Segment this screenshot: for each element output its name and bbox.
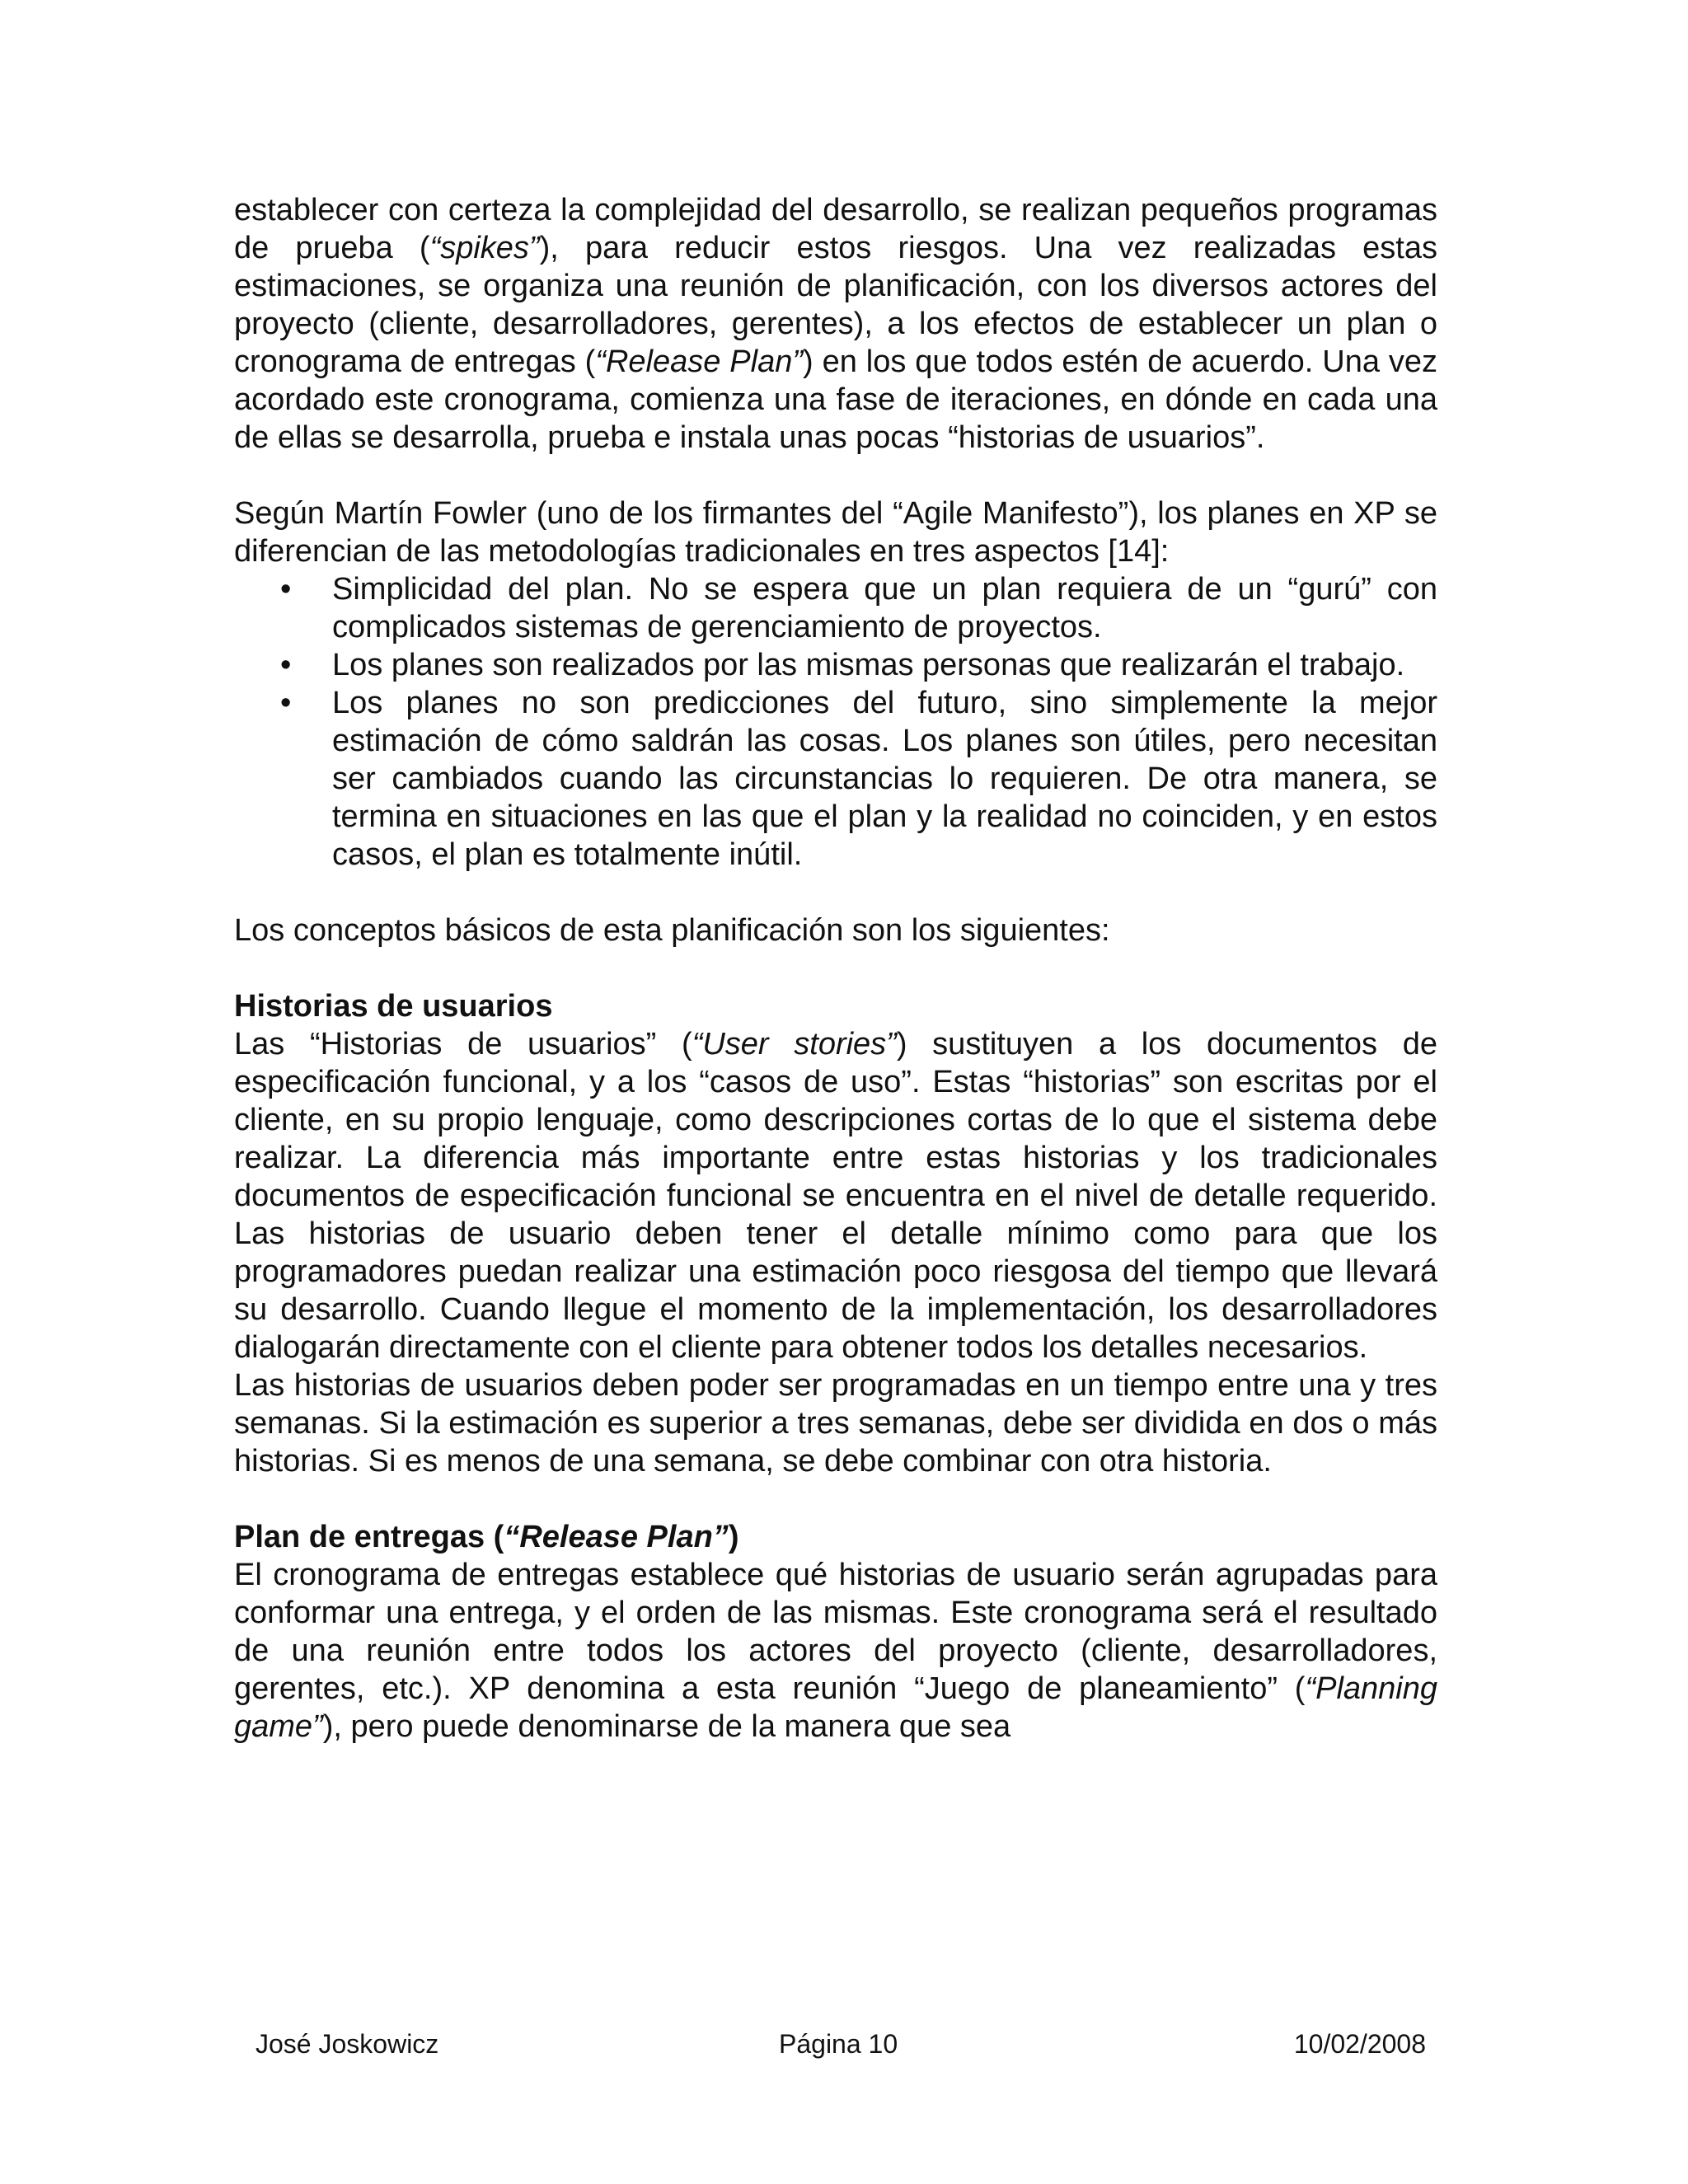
text-run: ), para reducir estos riesgos. Una vez realizadas estas estimaciones, se organiza una reunión de planificación, con los diversos actores del proyecto (cliente, desarrolladores, gerentes), a los efectos de establecer un plan o cronograma de entregas (	[234, 231, 1437, 379]
paragraph-gap	[234, 874, 1437, 912]
bullet-icon: •	[280, 572, 292, 607]
list-item	[234, 684, 1437, 874]
text-run: Plan de entregas (	[234, 1520, 504, 1554]
list-item-text: Los planes no son predicciones del futuro, sino simplemente la mejor estimación de cómo saldrán las cosas. Los planes son útiles, pero necesitan ser cambiados cuando las circunstancias lo requieren. De otra manera, se termina en situaciones en las que el plan y la realidad no coinciden, y en estos casos, el plan es totalmente inútil.	[332, 686, 1437, 872]
italic-term-release-plan: “Release Plan”	[504, 1520, 729, 1554]
paragraph-basic-concepts: Los conceptos básicos de esta planificación son los siguientes:	[234, 913, 1110, 948]
list-item-text: Los planes son realizados por las mismas personas que realizarán el trabajo.	[332, 648, 1405, 682]
document-body	[234, 191, 1437, 1746]
italic-term-spikes: “spikes”	[429, 231, 540, 265]
italic-term-release-plan: “Release Plan”	[595, 344, 804, 379]
text-run: establecer con certeza la complejidad del desarrollo, se realizan pequeños programas de prueba (	[234, 193, 1437, 265]
text-run: El cronograma de entregas establece qué historias de usuario serán agrupadas para conformar una entrega, y el orden de las mismas. Este cronograma será el resultado de una reunión entre todos los actores del proyecto (cliente, desarrolladores, gerentes, etc.). XP denomina a esta reunión “Juego de planeamiento” (	[234, 1558, 1437, 1706]
text-run: Las “Historias de usuarios” (	[234, 1027, 692, 1062]
paragraph-user-stories	[234, 1025, 1437, 1366]
text-run: ), pero puede denominarse de la manera que sea	[322, 1709, 1011, 1744]
paragraph-gap	[234, 949, 1437, 987]
paragraph-estimation	[234, 191, 1437, 457]
bullet-icon: •	[280, 686, 292, 720]
text-run: ) sustituyen a los documentos de especificación funcional, y a los “casos de uso”. Estas “historias” son escritas por el cliente, en su propio lenguaje, como descripciones cortas de lo que el sistema debe realizar. La diferencia más importante entre estas historias y los tradicionales documentos de especificación funcional se encuentra en el nivel de detalle requerido. Las historias de usuario deben tener el detalle mínimo como para que los programadores puedan realizar una estimación poco riesgosa del tiempo que llevará su desarrollo. Cuando llegue el momento de la implementación, los desarrolladores dialogarán directamente con el cliente para obtener todos los detalles necesarios.	[234, 1027, 1438, 1365]
list-item	[234, 646, 1437, 684]
footer-page-number: Página 10	[779, 2029, 898, 2059]
italic-term-user-stories: “User stories”	[692, 1027, 897, 1062]
bullet-list-plan-aspects	[234, 570, 1437, 874]
footer-date: 10/02/2008	[1293, 2029, 1426, 2059]
section-heading-user-stories: Historias de usuarios	[234, 989, 553, 1024]
paragraph-gap	[234, 1480, 1437, 1518]
bullet-icon: •	[280, 648, 292, 682]
paragraph-fowler: Según Martín Fowler (uno de los firmantes del “Agile Manifesto”), los planes en XP se diferencian de las metodologías tradicionales en tres aspectos [14]:	[234, 496, 1437, 569]
italic-term-planning-game: “Planning game”	[234, 1671, 1437, 1744]
list-item	[234, 570, 1437, 646]
paragraph-user-stories-duration: Las historias de usuarios deben poder ser programadas en un tiempo entre una y tres semanas. Si la estimación es superior a tres semanas, debe ser dividida en dos o más historias. Si es menos de una semana, se debe combinar con otra historia.	[234, 1368, 1437, 1479]
paragraph-release-plan	[234, 1556, 1437, 1746]
text-run: )	[728, 1520, 739, 1554]
text-run: ) en los que todos estén de acuerdo. Una vez acordado este cronograma, comienza una fase de iteraciones, en dónde en cada una de ellas se desarrolla, prueba e instala unas pocas “historias de usuarios”.	[234, 344, 1438, 455]
section-heading-release-plan	[234, 1518, 1437, 1556]
paragraph-gap	[234, 457, 1437, 494]
list-item-text: Simplicidad del plan. No se espera que un plan requiera de un “gurú” con complicados sistemas de gerenciamiento de proyectos.	[332, 572, 1437, 644]
footer-author: José Joskowicz	[256, 2029, 439, 2059]
